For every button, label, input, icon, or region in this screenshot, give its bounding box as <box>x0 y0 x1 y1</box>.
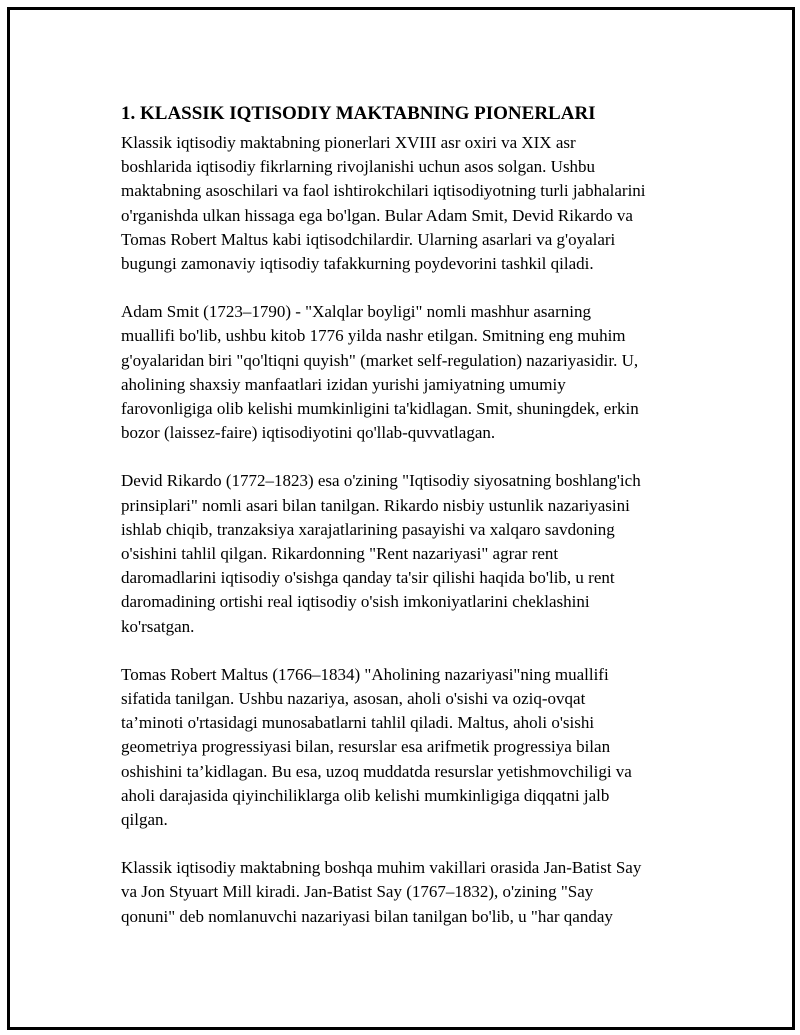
text-line: farovonligiga olib kelishi mumkinligini ta'kidlagan. Smit, shuningdek, erkin <box>121 399 639 419</box>
text-line: va Jon Styuart Mill kiradi. Jan-Batist Say (1767–1832), o'zining "Say <box>121 882 594 902</box>
text-line: oshishini ta’kidlagan. Bu esa, uzoq muddatda resurslar yetishmovchiligi va <box>121 761 632 781</box>
text-line: boshlarida iqtisodiy fikrlarning rivojlanishi uchun asos solgan. Ushbu <box>121 157 596 177</box>
text-line: sifatida tanilgan. Ushbu nazariya, asosan, aholi o'sishi va oziq-ovqat <box>121 689 586 709</box>
text-line: daromadining ortishi real iqtisodiy o'sish imkoniyatlarini cheklashini <box>121 592 590 612</box>
text-line: geometriya progressiyasi bilan, resurslar esa arifmetik progressiya bilan <box>121 737 611 757</box>
page-frame <box>7 7 795 1030</box>
text-line: Klassik iqtisodiy maktabning boshqa muhim vakillari orasida Jan-Batist Say <box>121 858 642 878</box>
text-line: aholining shaxsiy manfaatlari izidan yurishi jamiyatning umumiy <box>121 374 566 394</box>
paragraph-adam-smit <box>121 300 701 445</box>
text-line: g'oyalaridan biri "qo'ltiqni quyish" (market self-regulation) nazariyasidir. U, <box>121 350 639 370</box>
paragraph-devid-rikardo <box>121 469 701 638</box>
text-line: Devid Rikardo (1772–1823) esa o'zining "Iqtisodiy siyosatning boshlang'ich <box>121 471 641 491</box>
text-line: qilgan. <box>121 810 168 830</box>
text-line: qonuni" deb nomlanuvchi nazariyasi bilan tanilgan bo'lib, u "har qanday <box>121 906 613 926</box>
paragraph-tomas-maltus <box>121 663 701 832</box>
text-line: bozor (laissez-faire) iqtisodiyotini qo'llab-quvvatlagan. <box>121 423 496 443</box>
text-line: ko'rsatgan. <box>121 616 195 636</box>
paragraph-other-representatives <box>121 856 701 929</box>
text-line: Tomas Robert Maltus (1766–1834) "Aholining nazariyasi"ning muallifi <box>121 664 609 684</box>
paragraph-intro <box>121 131 701 276</box>
text-line: Klassik iqtisodiy maktabning pionerlari XVIII asr oxiri va XIX asr <box>121 133 576 152</box>
text-line: muallifi bo'lib, ushbu kitob 1776 yilda nashr etilgan. Smitning eng muhim <box>121 326 626 346</box>
document-body <box>121 100 701 953</box>
text-line: daromadlarini iqtisodiy o'sishga qanday ta'sir qilishi haqida bo'lib, u rent <box>121 568 615 588</box>
text-line: ishlab chiqib, tranzaksiya xarajatlarining pasayishi va xalqaro savdoning <box>121 519 615 539</box>
text-line: Adam Smit (1723–1790) - "Xalqlar boyligi" nomli mashhur asarning <box>121 302 591 322</box>
text-line: bugungi zamonaviy iqtisodiy tafakkurning poydevorini tashkil qiladi. <box>121 254 594 274</box>
text-line: ta’minoti o'rtasidagi munosabatlarni tahlil qiladi. Maltus, aholi o'sishi <box>121 713 595 733</box>
text-line: o'sishini tahlil qilgan. Rikardonning "Rent nazariyasi" agrar rent <box>121 544 559 564</box>
section-heading: 1. KLASSIK IQTISODIY MAKTABNING PIONERLARI <box>121 103 596 124</box>
text-line: maktabning asoschilari va faol ishtirokchilari iqtisodiyotning turli jabhalarini <box>121 181 646 201</box>
text-line: Tomas Robert Maltus kabi iqtisodchilardir. Ularning asarlari va g'oyalari <box>121 229 616 249</box>
text-line: o'rganishda ulkan hissaga ega bo'lgan. Bular Adam Smit, Devid Rikardo va <box>121 205 633 225</box>
text-line: prinsiplari" nomli asari bilan tanilgan. Rikardo nisbiy ustunlik nazariyasini <box>121 495 630 515</box>
text-line: aholi darajasida qiyinchiliklarga olib kelishi mumkinligiga diqqatni jalb <box>121 785 610 805</box>
